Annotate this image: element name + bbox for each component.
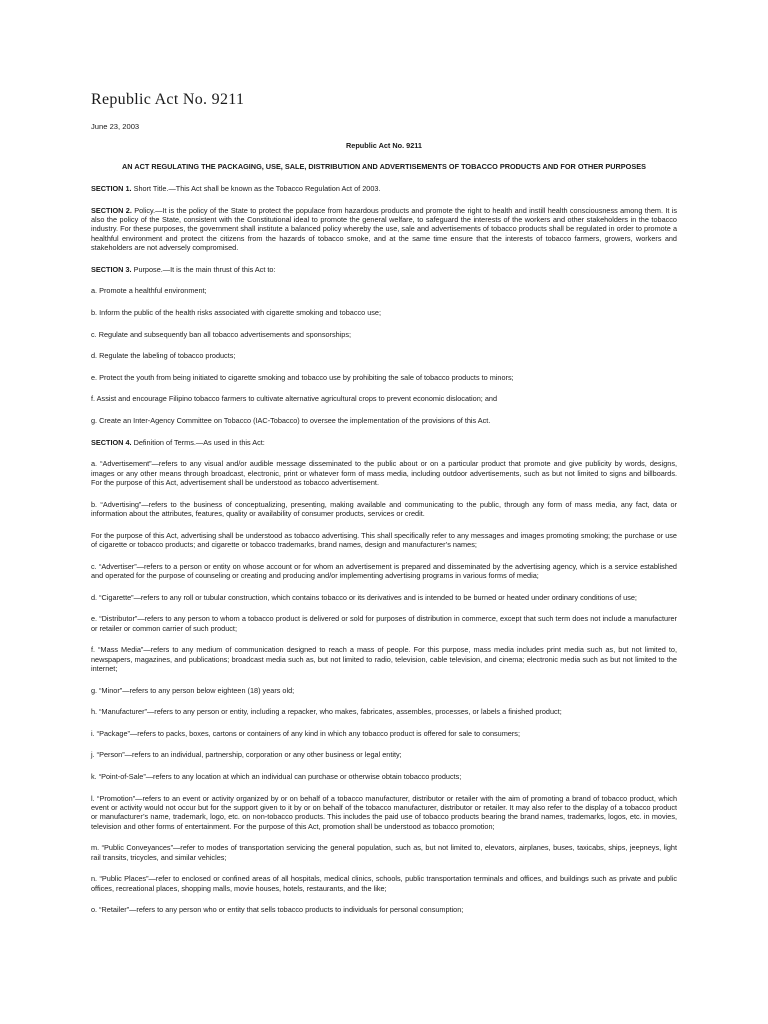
act-heading: AN ACT REGULATING THE PACKAGING, USE, SALE, DISTRIBUTION AND ADVERTISEMENTS OF TOBACCO PRODUCTS AND FOR OTHER PURPOSES [122,162,646,172]
purpose-item-a: a. Promote a healthful environment; [91,286,207,296]
definition-public-conveyances: m. “Public Conveyances”—refer to modes of transportation servicing the general population, such as, but not limited to, elevators, airplanes, buses, taxicabs, ships, jeepneys, light rail transits, tricycles, and similar vehicles; [91,843,677,862]
section-3-text: Purpose.—It is the main thrust of this Act to: [131,264,276,274]
section-2 [91,206,677,253]
definition-manufacturer: h. “Manufacturer”—refers to any person or entity, including a repacker, who makes, fabricates, assembles, processes, or labels a finished product; [91,707,562,717]
definition-cigarette: d. “Cigarette”—refers to any roll or tubular construction, which contains tobacco or its derivatives and is intended to be burned or heated under ordinary conditions of use; [91,592,637,602]
purpose-item-e: e. Protect the youth from being initiated to cigarette smoking and tobacco use by prohibiting the sale of tobacco products to minors; [91,372,514,382]
section-2-text: Policy.—It is the policy of the State to protect the populace from hazardous products and promote the right to health and instill health consciousness among them. It is also the policy of the State, consistent with the Constitutional ideal to promote the general welfare, to safeguard the interests of the workers and other stakeholders in the tobacco industry. For these purposes, the government shall institute a balanced policy whereby the use, sale and advertisements of tobacco products shall be regulated in order to promote a healthful environment and protect the citizens from the hazards of tobacco smoke, and at the same time ensure that the interests of tobacco farmers, growers, workers and stakeholders are not adversely compromised. [91,205,678,253]
definition-retailer: o. “Retailer”—refers to any person who or entity that sells tobacco products to individuals for personal consumption; [91,905,464,915]
definition-promotion: l. “Promotion”—refers to an event or activity organized by or on behalf of a tobacco manufacturer, distributor or retailer with the aim of promoting a brand of tobacco product, which event or activity would not occur but for the support given to it by or on behalf of the tobacco manufacturer, distributor or retailer. It may also refer to the display of a tobacco product or manufacturer’s name, trademark, logo, etc. on non-tobacco products. This includes the paid use of tobacco products bearing the brand names, trademarks, logos, etc. in movies, television and other forms of entertainment. For the purpose of this Act, promotion shall be understood as tobacco promotion; [91,793,677,831]
section-2-label: SECTION 2. [91,205,132,215]
definition-public-places: n. “Public Places”—refer to enclosed or confined areas of all hospitals, medical clinics, schools, public transportation terminals and offices, and buildings such as private and public offices, recreational places, shopping malls, movie houses, hotels, restaurants, and the like; [91,874,677,893]
purpose-item-c: c. Regulate and subsequently ban all tobacco advertisements and sponsorships; [91,329,352,339]
act-number: Republic Act No. 9211 [346,141,422,150]
document-body [91,141,677,927]
definition-minor: g. “Minor”—refers to any person below eighteen (18) years old; [91,685,295,695]
section-1-text: Short Title.—This Act shall be known as the Tobacco Regulation Act of 2003. [131,184,381,193]
section-1 [91,184,677,193]
definition-person: j. “Person”—refers to an individual, partnership, corporation or any other business or legal entity; [91,750,402,760]
definition-point-of-sale: k. “Point-of-Sale”—refers to any location at which an individual can purchase or otherwise obtain tobacco products; [91,771,462,781]
purpose-item-g: g. Create an Inter-Agency Committee on Tobacco (IAC-Tobacco) to oversee the implementation of the provisions of this Act. [91,415,491,425]
purpose-item-f: f. Assist and encourage Filipino tobacco farmers to cultivate alternative agricultural crops to prevent economic dislocation; and [91,394,497,404]
purpose-item-d: d. Regulate the labeling of tobacco products; [91,351,236,361]
document-title: Republic Act No. 9211 [91,91,245,108]
purpose-item-b: b. Inform the public of the health risks associated with cigarette smoking and tobacco use; [91,308,382,317]
definition-mass-media: f. “Mass Media”—refers to any medium of communication designed to reach a mass of people. For this purpose, mass media includes print media such as, but not limited to, newspapers, magazines, and publications; broadcast media such as, but not limited to radio, television, cable television, and cinema; electronic media such as but not limited to the internet; [91,645,677,673]
definition-advertising: b. “Advertising”—refers to the business of conceptualizing, presenting, making available and communicating to the public, through any form of mass media, any fact, data or information about the attributes, features, quality or availability of consumer products, services or credit. [91,499,677,518]
definition-advertising-note: For the purpose of this Act, advertising shall be understood as tobacco advertising. This shall specifically refer to any messages and images promoting smoking; the purchase or use of cigarette or tobacco products; and cigarette or tobacco trademarks, brand names, design and manufacturer’s names; [91,530,677,549]
section-3 [91,265,677,274]
document-date: June 23, 2003 [91,122,140,131]
section-4 [91,438,677,447]
section-3-label: SECTION 3. [91,264,132,274]
section-1-label: SECTION 1. [91,184,132,193]
definition-package: i. “Package”—refers to packs, boxes, cartons or containers of any kind in which any tobacco product is offered for sale to consumers; [91,728,520,738]
section-4-text: Definition of Terms.—As used in this Act: [131,437,265,447]
definition-distributor: e. “Distributor”—refers to any person to whom a tobacco product is delivered or sold for purposes of distribution in commerce, except that such term does not include a manufacturer or retailer or common carrier of such product; [91,614,677,633]
definition-advertiser: c. “Advertiser”—refers to a person or entity on whose account or for whom an advertisement is prepared and disseminated by the advertising agency, which is a service established and operated for the purpose of counseling or creating and producing and/or implementing advertising programs in various forms of media; [91,561,677,580]
section-4-label: SECTION 4. [91,437,132,447]
definition-advertisement: a. “Advertisement”—refers to any visual and/or audible message disseminated to the public about or on a particular product that promote and give publicity by words, designs, images or any other means through broadcast, electronic, print or whatever form of mass media, including outdoor advertisements, such as but not limited to signs and billboards. For the purpose of this Act, advertisement shall be understood as tobacco advertisement. [91,459,677,487]
